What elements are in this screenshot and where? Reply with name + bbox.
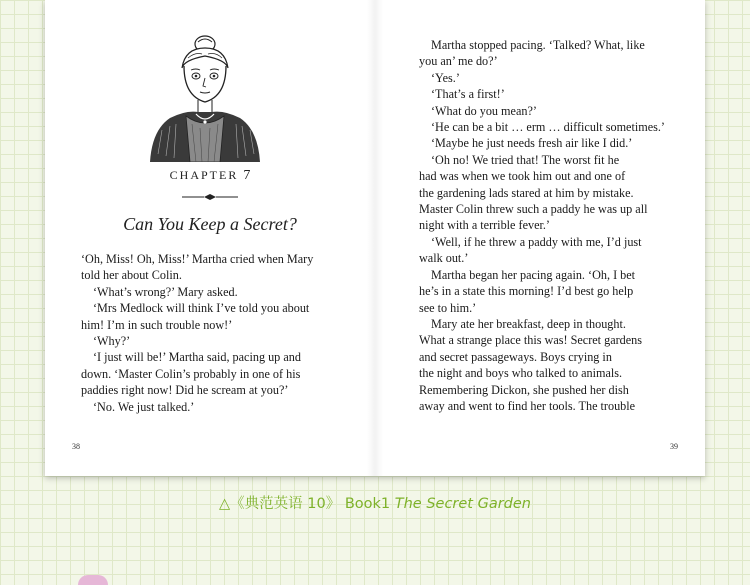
text-line: ‘I just will be!’ Martha said, pacing up and xyxy=(93,350,301,365)
text-line: ‘That’s a first!’ xyxy=(431,87,505,102)
text-line: ‘Why?’ xyxy=(93,334,131,349)
text-line: him! I’m in such trouble now!’ xyxy=(81,317,233,332)
text-line: down. ‘Master Colin’s probably in one of his xyxy=(81,366,301,381)
text-line: and secret passageways. Boys crying in xyxy=(419,349,612,364)
text-line: walk out.’ xyxy=(419,251,469,266)
text-line: he’s in a state this morning! I’d best go help xyxy=(419,284,634,299)
text-line: you an’ me do?’ xyxy=(419,54,498,69)
text-line: ‘What’s wrong?’ Mary asked. xyxy=(93,284,238,299)
text-line: ‘What do you mean?’ xyxy=(431,103,537,118)
text-line: ‘No. We just talked.’ xyxy=(93,399,195,414)
text-line: told her about Colin. xyxy=(81,268,182,283)
text-line: Remembering Dickon, she pushed her dish xyxy=(419,382,629,397)
decorative-mark xyxy=(78,575,108,585)
caption-prefix: △《典范英语 10》 Book1 xyxy=(219,496,395,512)
chapter-title: Can You Keep a Secret? xyxy=(123,214,297,234)
text-line: ‘Oh no! We tried that! The worst fit he xyxy=(431,152,620,167)
text-line: Mary ate her breakfast, deep in thought. xyxy=(431,316,626,331)
book-spread xyxy=(45,0,705,476)
text-line: Master Colin threw such a paddy he was up all xyxy=(419,202,648,217)
left-page-text xyxy=(81,251,343,415)
left-page xyxy=(45,0,375,476)
right-page xyxy=(375,0,705,476)
text-line: paddies right now! Did he scream at you?’ xyxy=(81,383,289,398)
text-line: night with a terrible fever.’ xyxy=(419,218,550,233)
chapter-number: 7 xyxy=(243,168,251,183)
page-number-left: 38 xyxy=(72,442,80,451)
text-line: ‘Maybe he just needs fresh air like I did.’ xyxy=(431,136,633,151)
text-line: Martha stopped pacing. ‘Talked? What, like xyxy=(431,38,645,52)
text-line: ‘Yes.’ xyxy=(431,70,460,85)
character-illustration xyxy=(140,34,270,162)
caption-title: The Secret Garden xyxy=(394,496,531,512)
text-line: the gardening lads stared at him by mistake. xyxy=(419,185,634,200)
chapter-label: CHAPTER xyxy=(169,168,239,182)
text-line: Martha began her pacing again. ‘Oh, I bet xyxy=(431,267,636,282)
text-line: see to him.’ xyxy=(419,300,477,315)
right-page-text xyxy=(419,37,681,414)
ornament-divider xyxy=(180,192,240,202)
image-caption xyxy=(0,492,750,513)
text-line: What a strange place this was! Secret gardens xyxy=(419,333,643,348)
text-line: had was when we took him out and one of xyxy=(419,169,626,184)
text-line: away and went to find her tools. The trouble xyxy=(419,398,636,413)
text-line: ‘He can be a bit … erm … difficult sometimes.’ xyxy=(431,120,665,135)
text-line: ‘Mrs Medlock will think I’ve told you about xyxy=(93,301,310,316)
text-line: ‘Oh, Miss! Oh, Miss!’ Martha cried when Mary xyxy=(81,252,314,266)
text-line: ‘Well, if he threw a paddy with me, I’d just xyxy=(431,234,642,249)
text-line: the night and boys who talked to animals. xyxy=(419,366,623,381)
page-number-right: 39 xyxy=(670,442,678,451)
chapter-heading xyxy=(45,168,375,184)
